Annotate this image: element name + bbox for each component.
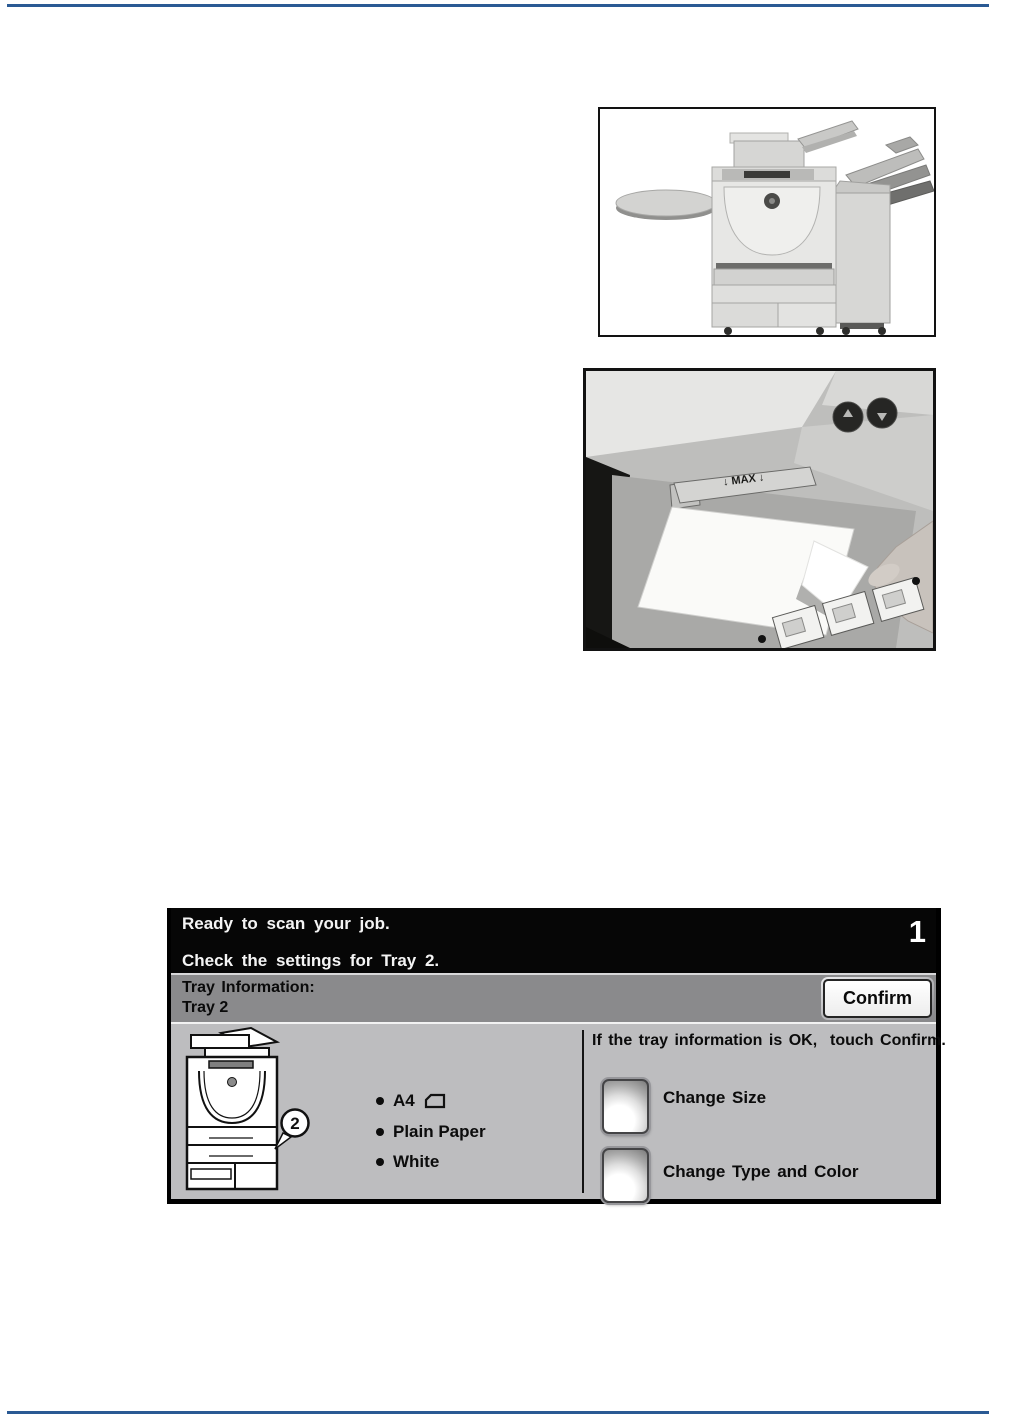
quantity-display: 1 [908,914,926,949]
tray-color-value: White [393,1152,440,1171]
max-fill-label: ↓ MAX ↓ [722,471,765,489]
copier-diagram [179,1027,311,1197]
bullet-icon [376,1097,384,1105]
confirm-button-label[interactable]: Confirm [823,979,932,1018]
status-message: Ready to scan your job. [182,914,390,933]
tray-type-value: Plain Paper [393,1122,486,1141]
tray-info-title: Tray Information: [182,979,315,996]
tray-callout-number: 2 [290,1114,300,1133]
panel-divider [582,1030,584,1193]
change-type-color-button[interactable] [602,1148,649,1203]
copier-machine-photo [598,107,936,337]
status-instruction: Check the settings for Tray 2. [182,951,440,970]
tray-size-value: A4 [393,1091,415,1110]
change-size-label[interactable]: Change Size [663,1088,767,1107]
paper-tray-loading-photo [583,368,936,651]
bullet-icon [376,1158,384,1166]
tray-information-bar [171,973,936,1022]
status-header [171,908,936,973]
tray-settings-panel [171,1022,946,1199]
bullet-icon [376,1128,384,1136]
touchscreen [167,908,946,1204]
copier-machine-illustration [600,109,934,335]
change-type-color-label[interactable]: Change Type and Color [663,1162,859,1181]
tray-info-subtitle: Tray 2 [182,999,229,1016]
confirm-button[interactable] [821,977,934,1020]
page-bottom-rule [7,1411,989,1414]
confirm-instruction-text: If the tray information is OK, touch Confirm. [592,1032,946,1049]
tray-attribute-type [376,1122,486,1142]
page-top-rule [7,4,989,7]
paper-tray-illustration [586,371,933,648]
paper-orientation-icon [424,1093,446,1109]
tray-attribute-color [376,1152,439,1172]
change-size-button[interactable] [602,1079,649,1134]
tray-attribute-size [376,1091,446,1111]
